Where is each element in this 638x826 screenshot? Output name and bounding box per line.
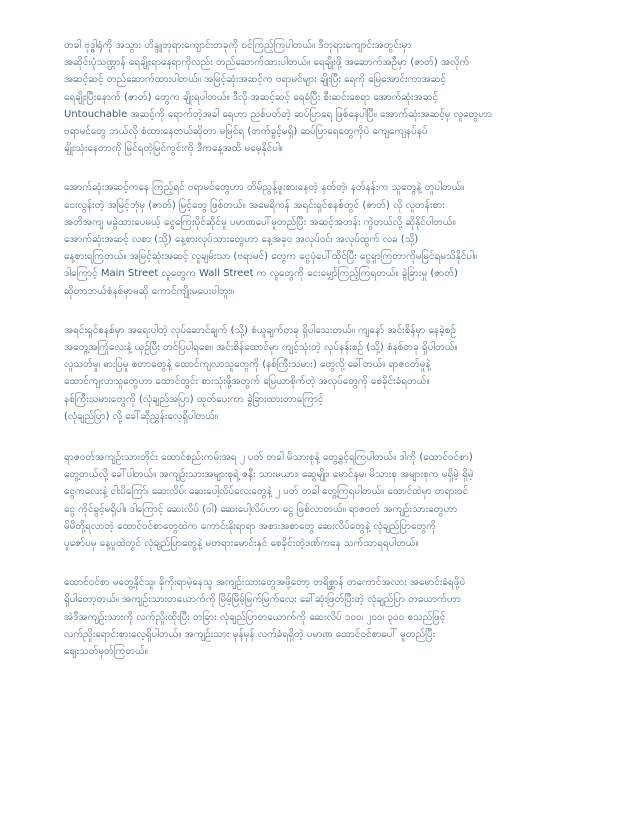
paragraph-3: အရင်းရှင်စနစ်မှာ အရေးပါတဲ့ လုပ်ဆောင်ချက် (သို့) စံယူချက်တခု ရှိပါသေးတယ်။ ကျနော် အင်းစိန်မှာ နေခဲ့စဉ် အတွေ့အကြုံလေးနဲ့ ယှဉ်ပြီး တင်ပြပါရစေ။ အင်းစိန်ထောင်မှာ ကျင့်သုံးတဲ့ လုပ်နန်းစဉ် (သို့) စံနစ်တခု ရှိပါတယ်။ လူသတ်မှု၊ ဓားပြမှု စတာတွေနဲ့ ထောင်ကျလာသူတွေကို (နစ်ကြီးသမား) တွေလို့ ခေါ်တယ်။ ရာဇဝတ်မှုနဲ့ ထောင်ကျလာသူတွေဟာ ထောင်တွင်း စားသုံးဖို့အတွက် မြေယာစိုက်တဲ့ အလုပ်တွေကို စေခိုင်းခံရတယ်။ နစ်ကြီးသမားတွေကို (လုံချည်အပြာ) ထုတ်ပေးကာ ခွဲခြားထားတာကြောင့် (လုံချည်ပြာ) လို့ ခေါ်ဆိုညွှန်းလေ့ရှိပါတယ်။ xyxy=(64,324,458,422)
paragraph-5: ထောင်ဝင်စာ မတွေ့နိုင်သူ၊ ခိုကိုးရာမဲ့နေသူ အကျဉ်းသားတွေအဖို့တော့ တရိစ္ဆာန် တကောင်အလား အမောင်းခံရဖို့ပဲ ရှိပါတော့တယ်။ အကျဉ်းသားတယောက်ကို မြိမ့်မြိမ့်မြက်မြက်လေး ခေါ်ဆုံးဖြတ်ပြီးတဲ့ လုံချည်ပြာ တယောက်ဟာ အဲဒီအကျဉ်းသားကို လက်ညှိုးထိုးပြီး တခြား လုံချည်ပြာတယောက်ကို ဆေးလိပ် ၁၀၀၊ ၂၀၀၊ ၃၀၀ စသည်ဖြင့် လက်ညှိုးရောင်းစားလေ့ရှိပါတယ်။ အကျဉ်းသား မှန်မှန် လက်ခံရရှိတဲ့ ပမာဏ ထောင်ဝင်စာပေါ် မူတည်ပြီး ဈေးသတ်မှတ်ကြတယ်။ xyxy=(64,577,466,658)
paragraph-4: ရာဇဝတ်အကျဉ်းသားတိုင်း ထောင်စည်းကမ်းအရ ၂ ပတ် တခါ မိသားစုနဲ့ တွေ့ခွင့်ရကြပါတယ်။ ဒါကို (ထောင်ဝင်စာ) တွေ့တယ်လို့ ခေါ်ပါတယ်။ အကျဉ်းသားအများစုရဲ့ ဇနီး သားမယား၊ ဆွေမျိုး၊ မောင်နမ၊ မိသားစု အများစုက မရှိမဲ့ ရှိမဲ့ ငွေကလေးနဲ့ ငါးပိကြော်၊ ဆေးလိပ်၊ ဆေးပေါ့လိပ်လေးတွေနဲ့ ၂ ပတ် တခါ တွေ့ကြရပါတယ်။ ထောင်ထဲမှာ တရားဝင် ငွေ ကိုင်ခွင့်မရှိပါ။ ဒါကြောင့် ဆေးလိပ် (ဝါ) ဆေးပေါ့လိပ်ဟာ ငွေ ဖြစ်လာတယ်။ ရာဇဝတ် အကျဉ်းသားတွေဟာ မိမိတို့ရလာတဲ့ ထောင်ဝင်စာတွေထဲက ကောင်းနိုးရာရာ အစားအစာတွေ ဆေးလိပ်တွေနဲ့ လုံချည်ပြာတွေကို ပူဇော်ပမှ နေ့ပူထဲတွင် လုံချည်ပြာတွေနဲ့ မတရားမောင်းနှင် စေခိုင်းတဲ့ဒဏ်ကနေ သက်သာရရပါတယ်။ xyxy=(64,452,474,550)
document-body xyxy=(64,37,576,675)
paragraph-2: အောက်ဆုံးအဆင့်ကနေ ကြည့်ရင် ဗရာမင်တွေဟာ တိမ်ညွန့်ဖူးစားနေတဲ့ နတ်တဲ့၊ နတ်နန်းက သူတွေနဲ့ တူပါတယ်။ ဝေးလွန်းတဲ့ အမြင့်ဘုံမှ (ဇာတ်) မြင့်တွေ ဖြစ်တယ်။ အမေရိကန် အရင်းရှင်စနစ်တွင် (ဇာတ်) လို လူတန်းစား အတိအကျ မခွဲထားပေမယ့် ငွေကြေးပိုင်ဆိုင်မှု ပမာဏပေါ်မူတည်ပြီး အဆင့်အတန်း ကွဲတယ်လို့ ဆိုနိုင်ပါတယ်။ အောက်ဆုံးအဆင့် လစာ (သို့) နေ့စားလုပ်သားတွေဟာ နေ့အခုဝ အလုပ်ဝင်၊ အလုပ်ထွက် လခ (သို့) နေ့စားရကြတယ်။ အမြင့်ဆုံးအဆင့် လူချမ်းသာ (ဗရာမင်) တွေက ငွေပုံပေါ်ထိုင်ပြီး ငွေရှာကြတာကိုမမြင်ရမသိနိုင်ပါ။ ဒါကြောင့် Main Street လူတွေက Wall Street က လူတွေကို ငေးမျှော်ကြည့်ကြရတယ်။ ခွဲခြားမှု (ဇာတ်) ဆိုတာဘယ်စံနစ်မှာမဆို ကောင်ကျိုးမပေးပါဘူး။ xyxy=(64,182,477,297)
paragraph-1: တခါ ဗုဒ္ဓါရုံကို အသွား ဟိန္ဒူဘုရားကျောင်းတခုကို ဝင်ကြည့်ကြပါတယ်။ ဒီဘုရားကျောင်းအတွင်းမှာ အဆိုင်းပုံသဏ္ဌာန် ရေချိုးရာနေရာကိုလည်း တည်ဆောက်ထားပါတယ်။ ရေချိုးဖို့ အဆောက်အဦမှာ (ဇာတ်) အလိုက် အဆင့်ဆင့် တည်ဆောက်ထားပါတယ်။ အမြင့်ဆုံးအဆင့်က ဗရာမင်များ ချိုးပြီး ရေကို မြေအောင်းကာအဆင့် ရေချိုးပြီးနောက် (ဇာတ်) တွေက ချိုးရပါတယ်။ ဒီလို အဆင့်ဆင့် ရေခံပြီး စီးဆင်းစေရာ အောက်ဆုံးအဆင့် Untouchable အဆင့်ကို ရောက်တဲ့အခါ ရေဟာ ညစ်ပတ်တဲ့ ဆပ်ပြာရေ ဖြစ်နေပါပြီ။ အောက်ဆုံးအဆင့်မှ လူတွေဟာ ဗရာမင်တွေ ဘယ်လို စံထားနေတယ်ဆိုတာ မမြင်ရ (တက်ခွင့်မရှိ) ဆပ်ပြာရေတွေကိုပဲ ကျေကျေနပ်နပ် ချိုးသုံးနေတာကို မြင်ရတဲ့မြင်ကွင်းကို ဒီကနေ့အထိ မမေ့နိုင်ပါ။ xyxy=(64,40,493,155)
